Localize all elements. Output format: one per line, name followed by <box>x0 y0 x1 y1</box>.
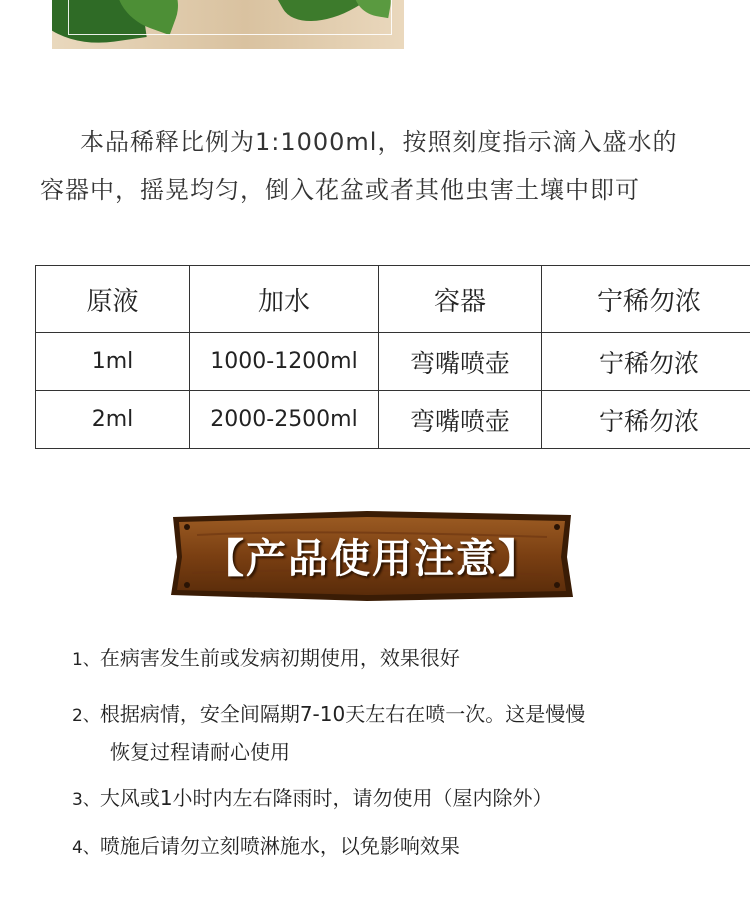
notice-title: 【产品使用注意】 <box>204 535 540 582</box>
table-header-row <box>36 266 750 333</box>
note-number: 3、 <box>72 790 100 810</box>
note-text: 大风或1小时内左右降雨时，请勿使用（屋内除外） <box>99 786 553 810</box>
cell-container: 弯嘴喷壶 <box>379 333 542 391</box>
cell-water: 2000-2500ml <box>190 391 379 449</box>
header-container: 容器 <box>379 266 542 333</box>
header-water: 加水 <box>190 266 379 333</box>
cell-advice: 宁稀勿浓 <box>542 333 750 391</box>
instructions-line-2: 容器中，摇晃均匀，倒入花盆或者其他虫害土壤中即可 <box>40 176 640 204</box>
cell-concentrate: 2ml <box>36 391 190 449</box>
dosage-table <box>35 265 750 449</box>
list-item <box>72 640 712 678</box>
cell-advice: 宁稀勿浓 <box>542 391 750 449</box>
table-row <box>36 333 750 391</box>
table-row <box>36 391 750 449</box>
photo-frame <box>68 0 392 35</box>
note-number: 4、 <box>72 838 100 858</box>
note-number: 2、 <box>72 706 100 726</box>
list-item <box>72 696 712 770</box>
note-text: 根据病情，安全间隔期7-10天左右在喷一次。这是慢慢 <box>99 702 586 726</box>
notice-banner <box>167 505 577 605</box>
note-number: 1、 <box>72 650 100 670</box>
cell-water: 1000-1200ml <box>190 333 379 391</box>
note-text: 喷施后请勿立刻喷淋施水，以免影响效果 <box>99 834 460 858</box>
usage-notes <box>72 640 712 866</box>
note-text-continued: 恢复过程请耐心使用 <box>110 740 290 764</box>
dilution-instructions <box>40 118 720 214</box>
instructions-line-1: 本品稀释比例为1:1000ml，按照刻度指示滴入盛水的 <box>80 128 678 156</box>
header-advice: 宁稀勿浓 <box>542 266 750 333</box>
cell-container: 弯嘴喷壶 <box>379 391 542 449</box>
list-item <box>72 828 712 866</box>
note-text: 在病害发生前或发病初期使用，效果很好 <box>99 646 460 670</box>
cell-concentrate: 1ml <box>36 333 190 391</box>
list-item <box>72 780 712 818</box>
header-concentrate: 原液 <box>36 266 190 333</box>
plant-photo <box>52 0 404 49</box>
